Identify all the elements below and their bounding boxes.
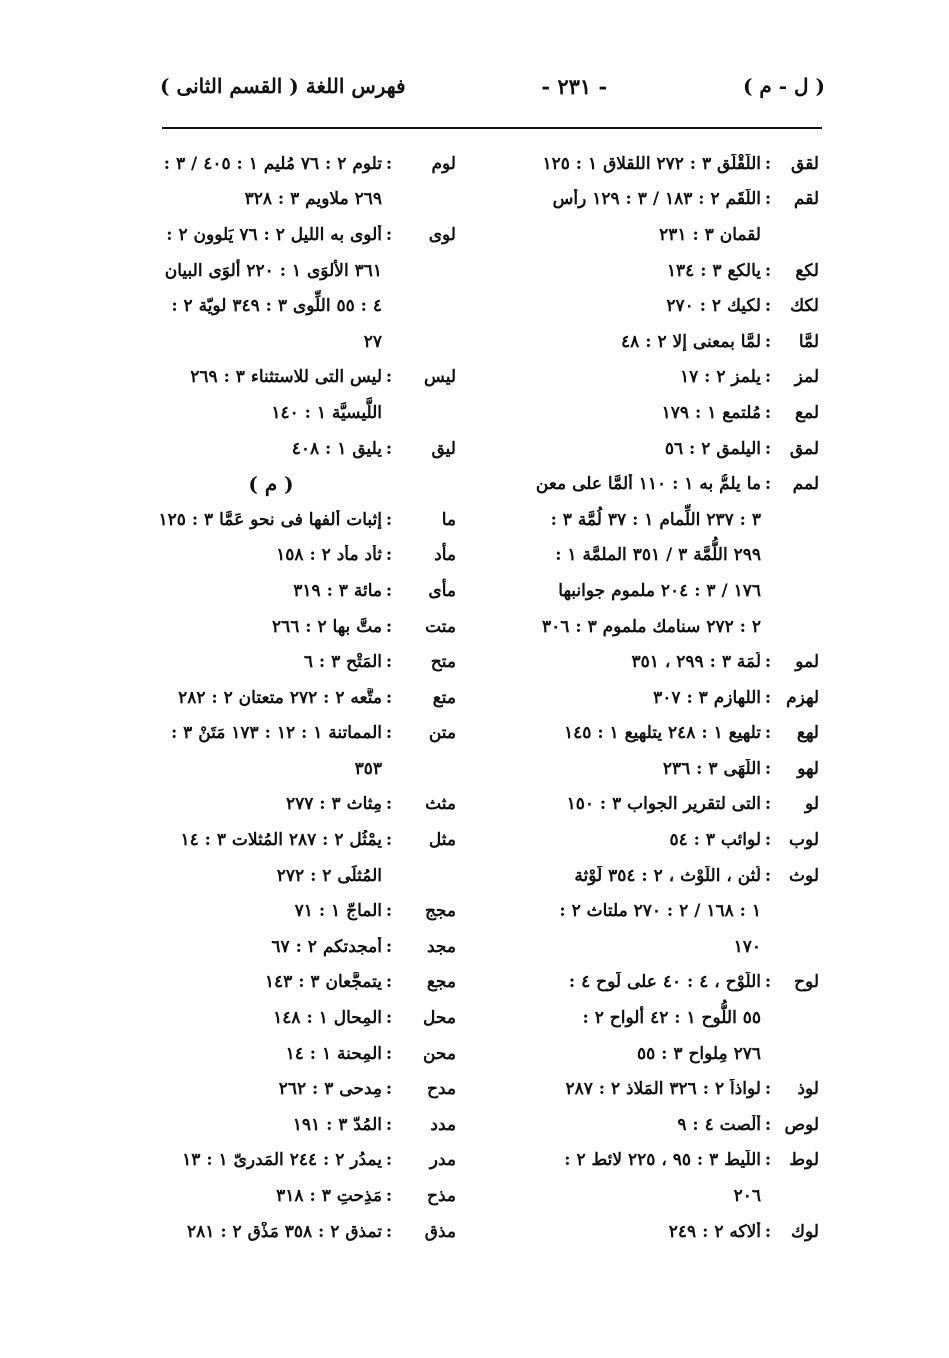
entry-text: متَّعه ٢ : ٢٧٢ متعتان ٢ : ٢٨٢ xyxy=(178,687,382,708)
header-letters: ( ل - م ) xyxy=(743,74,825,98)
entry-colon: : xyxy=(764,189,772,210)
entry-text: لمَّا بمعنى إلا ٢ : ٤٨ xyxy=(621,331,761,352)
entry-colon: : xyxy=(764,438,772,459)
entry-text: اللَّقْلَق ٣ : ٢٧٢ اللقلاق ١ : ١٢٥ xyxy=(542,153,761,174)
entry-root: لوم xyxy=(431,153,456,174)
entry-root: لو xyxy=(805,794,819,815)
entry-text: يالكع ٣ : ١٣٤ xyxy=(666,260,761,281)
entry-text: يتمجَّعان ٣ : ١٤٣ xyxy=(264,972,382,993)
entry-colon: : xyxy=(385,652,393,673)
entry-colon: : xyxy=(385,936,393,957)
index-entry xyxy=(519,858,819,894)
entry-text: مُلتمع ١ : ١٧٩ xyxy=(661,402,761,423)
entry-colon: : xyxy=(764,1114,772,1135)
entry-root: لقم xyxy=(793,189,819,210)
entry-colon: : xyxy=(385,1221,393,1242)
left-column xyxy=(126,146,456,1249)
entry-root: متع xyxy=(432,687,456,708)
entry-colon: : xyxy=(385,509,393,530)
entry-colon: : xyxy=(385,830,393,851)
right-column xyxy=(519,146,819,1249)
entry-text: يلمز ٢ : ١٧ xyxy=(679,367,761,388)
letter-heading: ( م ) xyxy=(248,472,294,497)
entry-text: يليق ١ : ٤٠٨ xyxy=(291,438,382,459)
entry-text: ألوى به الليل ٢ : ٧٦ يَلوون ٢ : xyxy=(166,224,382,245)
entry-colon: : xyxy=(764,331,772,352)
entry-text: مائة ٣ : ٣١٩ xyxy=(293,580,382,601)
index-entry xyxy=(126,716,456,752)
entry-colon: : xyxy=(385,545,393,566)
index-entry xyxy=(519,395,819,431)
entry-root: لوى xyxy=(428,224,456,245)
entry-colon: : xyxy=(385,723,393,744)
entry-colon: : xyxy=(764,723,772,744)
entry-text: لوائب ٣ : ٥٤ xyxy=(669,830,761,851)
entry-root: لمو xyxy=(795,652,819,673)
entry-root: مذح xyxy=(426,1186,456,1207)
entry-root: ما xyxy=(441,509,456,530)
entry-root: مأى xyxy=(428,580,456,601)
entry-colon: : xyxy=(764,260,772,281)
index-entry xyxy=(126,822,456,858)
entry-root: مثث xyxy=(425,794,456,815)
entry-text: المِحال ١ : ١٤٨ xyxy=(273,1008,382,1029)
index-entry xyxy=(126,431,456,467)
entry-text: مَذِحتِ ٣ : ٣١٨ xyxy=(276,1186,382,1207)
entry-root: لوذ xyxy=(797,1079,819,1100)
entry-text: يمْثُل ٢ : ٢٨٧ المُثلات ٣ : ١٤ xyxy=(180,830,382,851)
entry-continuation: لقمان ٣ : ٢٣١ xyxy=(659,224,761,245)
index-entry xyxy=(519,1071,819,1107)
entry-text: لُثن ، اللَّوْث ، ٢ : ٣٥٤ لَوْثة xyxy=(574,865,761,886)
entry-continuation: ٣ : ٢٣٧ اللِّمام ١ : ٣٧ لُمَّة ٣ : xyxy=(550,509,761,530)
entry-text: متَّ بها ٢ : ٢٦٦ xyxy=(271,616,382,637)
entry-text: المُدّ ٣ : ١٩١ xyxy=(292,1114,382,1135)
index-entry xyxy=(126,965,456,1001)
entry-text: لكيك ٢ : ٢٧٠ xyxy=(666,296,761,317)
index-entry xyxy=(126,360,456,396)
index-entry xyxy=(519,787,819,823)
index-entry xyxy=(519,466,819,502)
entry-root: ليق xyxy=(431,438,456,459)
entry-root: مجع xyxy=(426,972,456,993)
index-entry xyxy=(126,573,456,609)
entry-root: محل xyxy=(423,1008,456,1029)
entry-colon: : xyxy=(764,758,772,779)
entry-colon: : xyxy=(764,402,772,423)
entry-root: لمع xyxy=(794,402,819,423)
entry-continuation: ٥٥ اللُّوح ١ : ٤٢ ألواح ٢ : xyxy=(582,1008,761,1029)
header-rule xyxy=(162,127,822,129)
entry-root: مدد xyxy=(430,1114,456,1135)
entry-continuation: اللَّيسيَّة ١ : ١٤٠ xyxy=(271,402,382,423)
entry-colon: : xyxy=(764,830,772,851)
entry-colon: : xyxy=(764,972,772,993)
entry-root: لمز xyxy=(794,367,819,388)
index-entry xyxy=(126,1178,456,1214)
entry-root: لمق xyxy=(789,438,819,459)
entry-text: التى لتقرير الجواب ٣ : ١٥٠ xyxy=(566,794,761,815)
entry-continuation: ١ : ١٦٨ / ٢ : ٢٧٠ ملتاث ٢ : xyxy=(559,901,761,922)
entry-colon: : xyxy=(385,580,393,601)
entry-root: محن xyxy=(422,1043,456,1064)
entry-colon: : xyxy=(764,794,772,815)
entry-text: الماجّ ١ : ٧١ xyxy=(294,901,382,922)
entry-continuation: ٤ : ٥٥ اللِّوى ٣ : ٣٤٩ لويّة ٢ : xyxy=(171,296,382,317)
entry-colon: : xyxy=(764,687,772,708)
entry-root: لهو xyxy=(797,758,819,779)
entry-root: لقق xyxy=(791,153,819,174)
index-entry xyxy=(126,217,456,253)
index-entry xyxy=(519,1214,819,1250)
index-entry xyxy=(519,680,819,716)
entry-continuation: ٢٠٦ xyxy=(733,1186,761,1207)
index-entry xyxy=(519,822,819,858)
entry-colon: : xyxy=(764,474,772,495)
index-entry xyxy=(519,1143,819,1179)
entry-text: ما يلمُّ به ١ : ١١٠ ألمَّا على معن xyxy=(535,474,761,495)
entry-text: ألْصت ٤ : ٩ xyxy=(677,1114,761,1135)
entry-continuation: ٢٧ xyxy=(363,331,382,352)
entry-colon: : xyxy=(385,972,393,993)
entry-colon: : xyxy=(385,1008,393,1029)
entry-text: اللَّوْح ، ٤ : ٤٠ على لَوح ٤ : xyxy=(568,972,761,993)
entry-text: اللُّهَى ٣ : ٢٣٦ xyxy=(662,758,761,779)
entry-colon: : xyxy=(764,367,772,388)
entry-root: متح xyxy=(430,652,456,673)
entry-colon: : xyxy=(385,687,393,708)
entry-root: لوث xyxy=(789,865,819,886)
index-entry xyxy=(519,146,819,182)
entry-root: ليس xyxy=(424,367,456,388)
index-entry xyxy=(126,146,456,182)
entry-colon: : xyxy=(385,901,393,922)
entry-colon: : xyxy=(764,1221,772,1242)
entry-root: لوك xyxy=(791,1221,819,1242)
index-entry xyxy=(519,182,819,218)
entry-text: أمجدتكم ٢ : ٦٧ xyxy=(271,936,382,957)
index-entry xyxy=(519,1107,819,1143)
entry-text: تلهيع ١ : ٢٤٨ يتلهيع ١ : ١٤٥ xyxy=(564,723,761,744)
entry-text: ليس التى للاستثناء ٣ : ٢٦٩ xyxy=(190,367,382,388)
entry-colon: : xyxy=(385,1079,393,1100)
index-entry xyxy=(519,431,819,467)
index-entry xyxy=(519,288,819,324)
entry-colon: : xyxy=(764,153,772,174)
entry-text: يمدُر ٢ : ٢٤٤ المَدرىّ ١ : ١٣ xyxy=(182,1150,382,1171)
index-entry xyxy=(519,253,819,289)
entry-colon: : xyxy=(385,367,393,388)
entry-colon: : xyxy=(385,438,393,459)
entry-text: لُمَة ٣ : ٢٩٩ ، ٣٥١ xyxy=(631,652,761,673)
index-entry xyxy=(126,1107,456,1143)
entry-continuation: ١٧٠ xyxy=(733,936,761,957)
entry-text: مِثاث ٣ : ٢٧٧ xyxy=(285,794,382,815)
index-entry xyxy=(126,1143,456,1179)
index-entry xyxy=(519,751,819,787)
entry-root: متن xyxy=(428,723,456,744)
entry-continuation: المُثلَى ٢ : ٢٧٢ xyxy=(276,865,382,886)
entry-colon: : xyxy=(385,794,393,815)
entry-text: المِحنة ١ : ١٤ xyxy=(285,1043,382,1064)
entry-text: المَتْح ٣ : ٦ xyxy=(303,652,382,673)
entry-text: اليلمق ٢ : ٥٦ xyxy=(664,438,761,459)
index-entry xyxy=(126,893,456,929)
index-entry xyxy=(126,1000,456,1036)
entry-text: اللَّيط ٣ : ٩٥ ، ٢٢٥ لائط ٢ : xyxy=(564,1150,761,1171)
entry-colon: : xyxy=(385,1186,393,1207)
index-entry xyxy=(519,324,819,360)
entry-colon: : xyxy=(764,865,772,886)
entry-root: لكع xyxy=(795,260,819,281)
index-entry xyxy=(126,1214,456,1250)
page-header xyxy=(160,66,825,106)
entry-text: تمذق ٢ : ٣٥٨ مَذْق ٢ : ٢٨١ xyxy=(187,1221,382,1242)
entry-continuation: ٣٦١ الألوَى ١ : ٢٢٠ ألوَى البيان xyxy=(164,260,382,281)
entry-colon: : xyxy=(385,153,393,174)
entry-continuation: ٢٧٦ مِلواح ٣ : ٥٥ xyxy=(637,1043,761,1064)
entry-root: لوص xyxy=(784,1114,819,1135)
entry-continuation: ١٧٦ / ٣ : ٢٠٤ ملموم جوانبها xyxy=(558,580,761,601)
entry-continuation: ٢ : ٢٧٢ سنامك ملموم ٣ : ٣٠٦ xyxy=(542,616,761,637)
entry-root: مدح xyxy=(426,1079,456,1100)
index-entry xyxy=(126,609,456,645)
entry-root: مأد xyxy=(434,545,456,566)
entry-text: تلوم ٢ : ٧٦ مُليم ١ : ٤٠٥ / ٣ : xyxy=(163,153,382,174)
entry-root: لهزم xyxy=(786,687,819,708)
entry-text: اللهازم ٣ : ٣٠٧ xyxy=(653,687,761,708)
entry-root: مجج xyxy=(424,901,456,922)
entry-root: مجد xyxy=(426,936,456,957)
index-entry xyxy=(126,787,456,823)
entry-root: لمَّا xyxy=(798,331,819,352)
entry-root: مدر xyxy=(429,1150,456,1171)
entry-continuation: ٢٦٩ ملاويم ٣ : ٣٢٨ xyxy=(244,189,382,210)
index-entry xyxy=(126,680,456,716)
entry-text: اللُّقَم ٢ : ١٨٣ / ٣ : ١٢٩ رأس xyxy=(552,189,761,210)
entry-root: متت xyxy=(425,616,456,637)
entry-root: لمم xyxy=(792,474,819,495)
page-number: - ٢٣١ - xyxy=(541,73,608,99)
entry-text: ألاكه ٢ : ٢٤٩ xyxy=(668,1221,761,1242)
entry-continuation: ٣٥٣ xyxy=(354,758,382,779)
index-entry xyxy=(126,1071,456,1107)
entry-root: مثل xyxy=(428,830,456,851)
entry-text: مِدحى ٣ : ٢٦٢ xyxy=(278,1079,382,1100)
index-entry xyxy=(519,965,819,1001)
index-entry xyxy=(126,538,456,574)
entry-colon: : xyxy=(385,1150,393,1171)
index-entry xyxy=(126,644,456,680)
entry-root: لوط xyxy=(789,1150,819,1171)
entry-colon: : xyxy=(385,1043,393,1064)
index-entry xyxy=(519,716,819,752)
header-title: فهرس اللغة ( القسم الثانى ) xyxy=(160,74,406,98)
entry-root: لوح xyxy=(794,972,819,993)
entry-text: المماتنة ١ : ١٢ : ١٧٣ مَتَنْ ٣ : xyxy=(170,723,382,744)
entry-root: لوب xyxy=(789,830,819,851)
entry-colon: : xyxy=(764,652,772,673)
entry-root: مذق xyxy=(424,1221,456,1242)
entry-colon: : xyxy=(764,1079,772,1100)
entry-root: لكك xyxy=(790,296,819,317)
entry-colon: : xyxy=(764,1150,772,1171)
index-entry xyxy=(126,1036,456,1072)
entry-colon: : xyxy=(385,616,393,637)
entry-colon: : xyxy=(764,296,772,317)
index-entry xyxy=(126,502,456,538)
entry-text: لواذاً ٢ : ٣٢٦ المَلاذ ٢ : ٢٨٧ xyxy=(565,1079,761,1100)
entry-root: لهع xyxy=(796,723,819,744)
entry-text: إثبات ألفها فى نحو عَمَّا ٣ : ١٢٥ xyxy=(158,509,382,530)
entry-colon: : xyxy=(385,224,393,245)
entry-text: ثأد مأد ٢ : ١٥٨ xyxy=(276,545,382,566)
entry-colon: : xyxy=(385,1114,393,1135)
entry-continuation: ٢٩٩ اللُّمَّة ٣ / ٣٥١ الملمَّة ١ : xyxy=(555,545,761,566)
index-entry xyxy=(126,929,456,965)
index-entry xyxy=(519,644,819,680)
index-entry xyxy=(519,360,819,396)
